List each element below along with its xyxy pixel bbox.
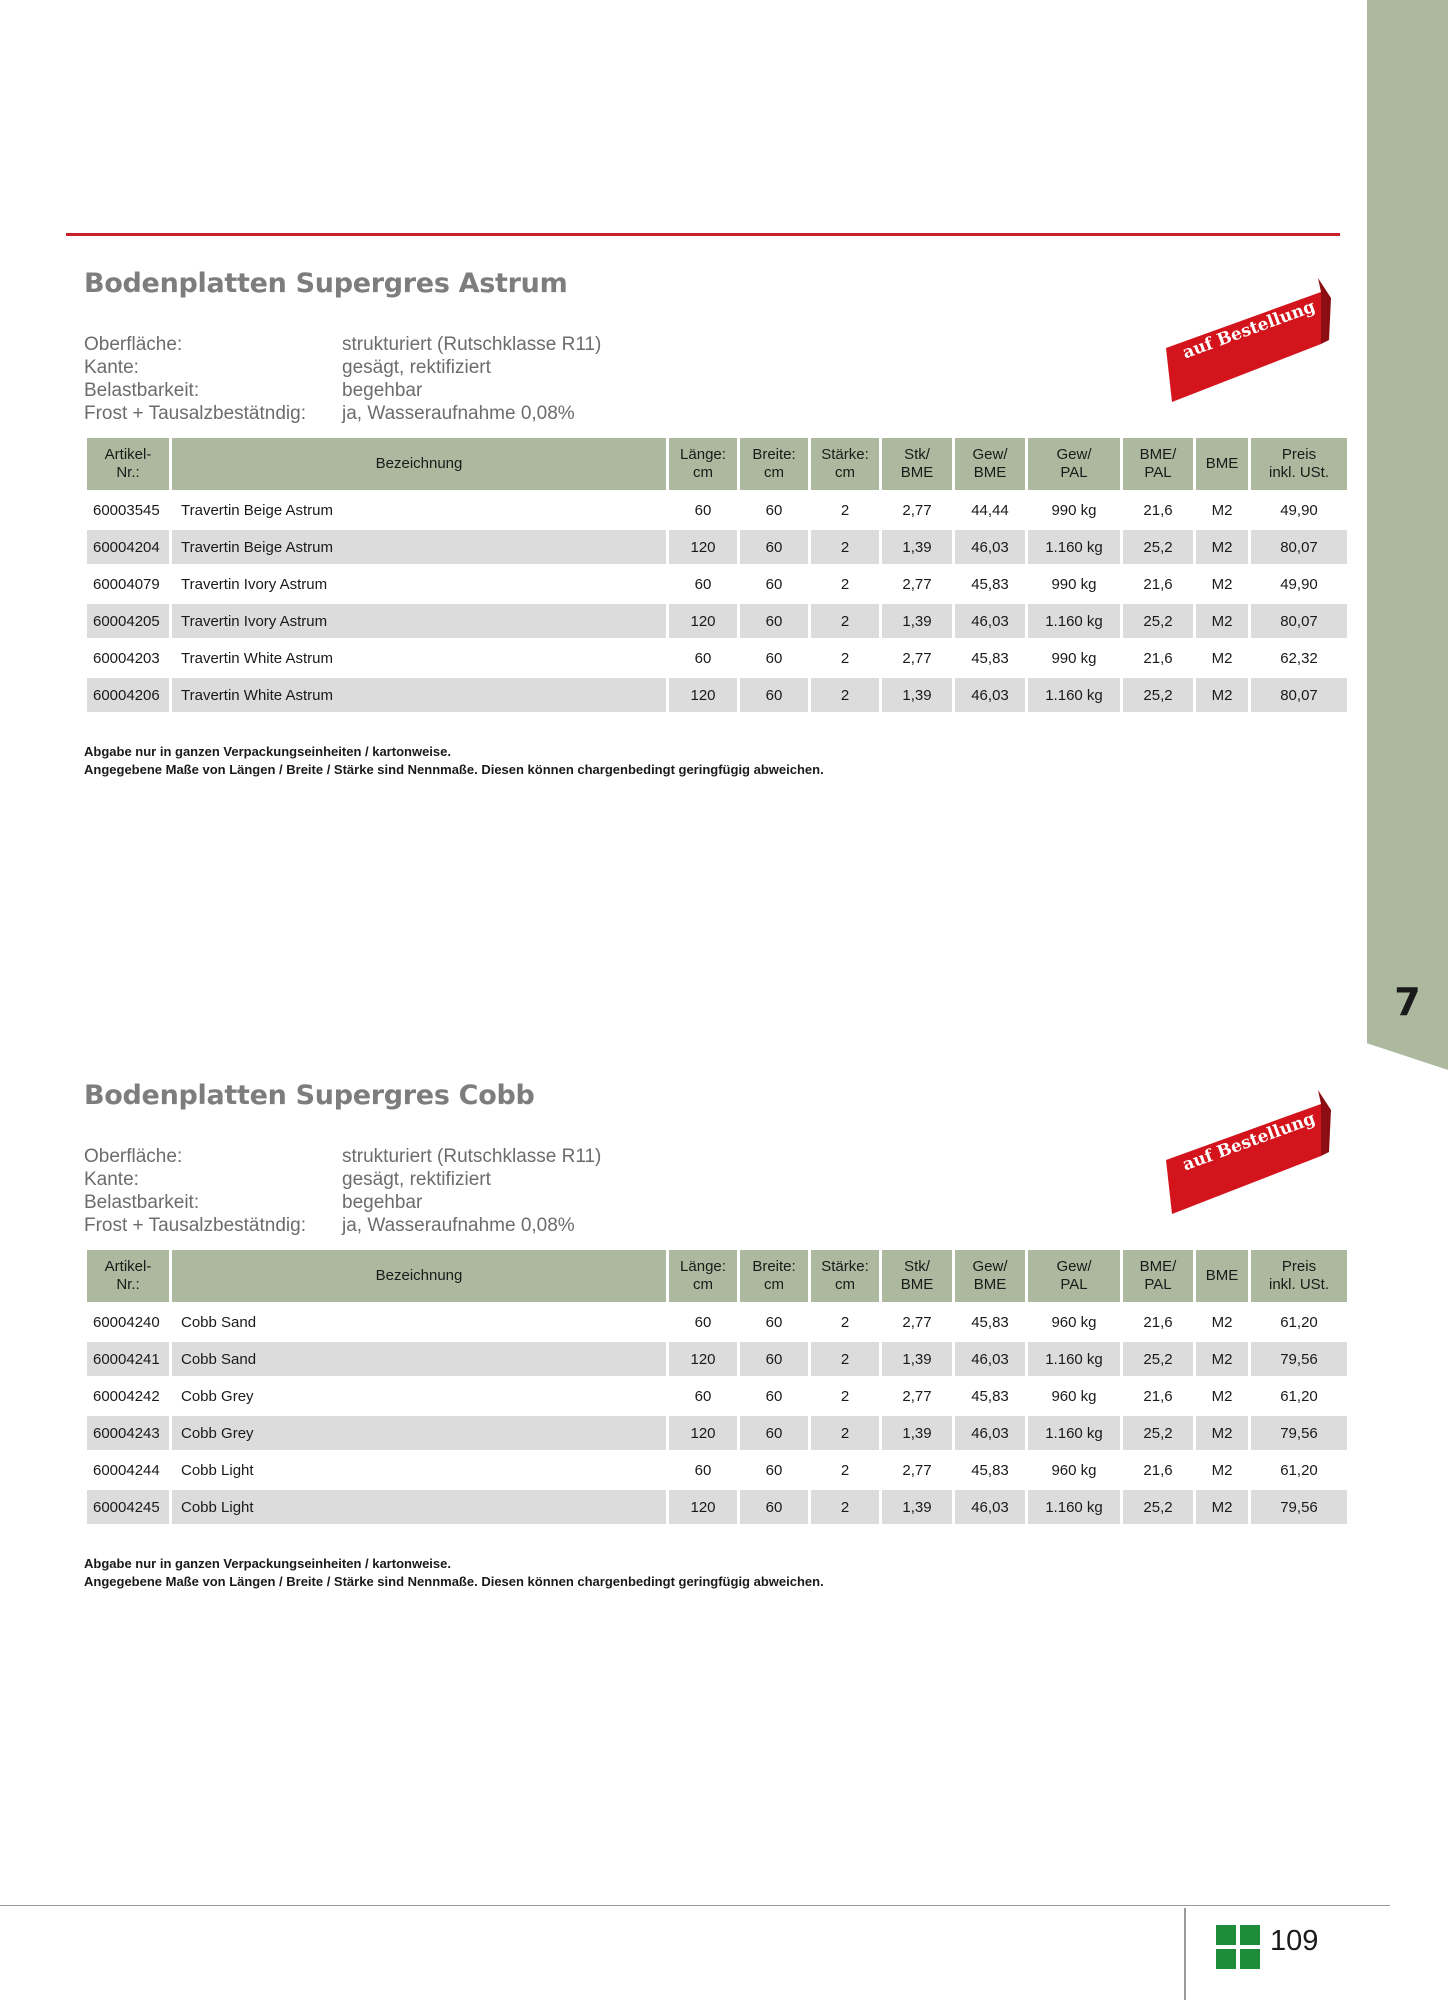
table-cell: 25,2 bbox=[1123, 1490, 1193, 1524]
column-header: Länge: cm bbox=[669, 438, 737, 490]
column-header: Länge: cm bbox=[669, 1250, 737, 1302]
note-line: Angegebene Maße von Längen / Breite / Stärke sind Nennmaße. Diesen können chargenbedingt geringfügig abweichen. bbox=[84, 1574, 824, 1589]
table-cell: M2 bbox=[1211, 575, 1233, 593]
table-cell: 21,6 bbox=[1143, 1313, 1173, 1331]
table-cell: 60 bbox=[740, 1490, 808, 1524]
table-cell: 120 bbox=[669, 1490, 737, 1524]
product-name: Travertin Ivory Astrum bbox=[181, 575, 328, 593]
property-value: ja, Wasseraufnahme 0,08% bbox=[342, 403, 575, 424]
table-cell: 120 bbox=[669, 1416, 737, 1450]
property-list bbox=[84, 333, 1336, 425]
table-cell: 1.160 kg bbox=[1028, 1490, 1120, 1524]
table-row bbox=[87, 1379, 1347, 1413]
table-cell: 21,6 bbox=[1143, 501, 1173, 519]
table-cell: 45,83 bbox=[971, 575, 1009, 593]
table-row bbox=[87, 1453, 1347, 1487]
table-header-row bbox=[87, 1250, 1347, 1302]
column-header: BME bbox=[1196, 1250, 1248, 1302]
column-header: BME/ PAL bbox=[1123, 438, 1193, 490]
table-cell: 45,83 bbox=[971, 1313, 1009, 1331]
section-notes bbox=[84, 1555, 1336, 1591]
article-number: 60004242 bbox=[93, 1387, 160, 1405]
badge-label: auf Bestellung bbox=[1180, 1108, 1318, 1176]
column-header: Bezeichnung bbox=[172, 438, 666, 490]
table-row bbox=[87, 1342, 1347, 1376]
table-cell: 2,77 bbox=[902, 1461, 932, 1479]
table-cell: M2 bbox=[1196, 1490, 1248, 1524]
table-row bbox=[87, 530, 1347, 564]
product-name: Cobb Grey bbox=[181, 1387, 254, 1405]
table-cell: 1,39 bbox=[882, 604, 952, 638]
article-number: 60004243 bbox=[87, 1416, 169, 1450]
table-cell: 2 bbox=[811, 1490, 879, 1524]
table-cell: 2 bbox=[840, 1461, 850, 1479]
property-row bbox=[84, 1214, 1336, 1237]
table-cell: 21,6 bbox=[1143, 1461, 1173, 1479]
table-cell: M2 bbox=[1211, 649, 1233, 667]
table-cell: 990 kg bbox=[1051, 649, 1097, 667]
property-value: gesägt, rektifiziert bbox=[342, 1169, 491, 1190]
column-header: Bezeichnung bbox=[172, 1250, 666, 1302]
table-row bbox=[87, 493, 1347, 527]
table-cell: M2 bbox=[1211, 1313, 1233, 1331]
product-name: Travertin Ivory Astrum bbox=[172, 604, 666, 638]
table-cell: 60 bbox=[765, 501, 783, 519]
table-cell: 2 bbox=[840, 649, 850, 667]
table-cell: 25,2 bbox=[1123, 1342, 1193, 1376]
table-cell: 60 bbox=[740, 604, 808, 638]
order-badge bbox=[1166, 278, 1336, 403]
table-cell: 60 bbox=[765, 575, 783, 593]
table-cell: 2 bbox=[811, 1416, 879, 1450]
table-cell: 80,07 bbox=[1251, 678, 1347, 712]
article-number: 60004079 bbox=[93, 575, 160, 593]
table-cell: 60 bbox=[740, 1342, 808, 1376]
article-number: 60004240 bbox=[93, 1313, 160, 1331]
property-list bbox=[84, 1145, 1336, 1237]
table-cell: 61,20 bbox=[1280, 1461, 1318, 1479]
order-badge bbox=[1166, 1090, 1336, 1215]
property-value: strukturiert (Rutschklasse R11) bbox=[342, 1146, 602, 1167]
table-cell: 61,20 bbox=[1280, 1313, 1318, 1331]
table-cell: 1,39 bbox=[882, 1342, 952, 1376]
table-cell: 2,77 bbox=[902, 575, 932, 593]
article-number: 60004206 bbox=[87, 678, 169, 712]
table-cell: 1.160 kg bbox=[1028, 530, 1120, 564]
table-cell: 2,77 bbox=[902, 649, 932, 667]
column-header: Stk/ BME bbox=[882, 438, 952, 490]
table-cell: 60 bbox=[765, 1461, 783, 1479]
table-cell: M2 bbox=[1196, 1416, 1248, 1450]
table-cell: 46,03 bbox=[955, 678, 1025, 712]
column-header: Gew/ BME bbox=[955, 1250, 1025, 1302]
property-row bbox=[84, 333, 1336, 356]
table-row bbox=[87, 567, 1347, 601]
table-cell: 45,83 bbox=[971, 649, 1009, 667]
column-header: Artikel- Nr.: bbox=[87, 1250, 169, 1302]
column-header: Preis inkl. USt. bbox=[1251, 438, 1347, 490]
table-cell: M2 bbox=[1196, 1342, 1248, 1376]
table-cell: 62,32 bbox=[1280, 649, 1318, 667]
table-cell: 60 bbox=[694, 575, 712, 593]
property-value: ja, Wasseraufnahme 0,08% bbox=[342, 1215, 575, 1236]
table-row bbox=[87, 678, 1347, 712]
table-row bbox=[87, 641, 1347, 675]
table-cell: 46,03 bbox=[955, 1342, 1025, 1376]
section-cobb bbox=[84, 1080, 1336, 1591]
table-header-row bbox=[87, 438, 1347, 490]
footer-vertical-divider bbox=[1184, 1908, 1186, 2000]
column-header: Stärke: cm bbox=[811, 438, 879, 490]
table-cell: 2 bbox=[840, 501, 850, 519]
table-cell: 25,2 bbox=[1123, 1416, 1193, 1450]
note-line: Angegebene Maße von Längen / Breite / Stärke sind Nennmaße. Diesen können chargenbedingt geringfügig abweichen. bbox=[84, 762, 824, 777]
article-number: 60003545 bbox=[93, 501, 160, 519]
brand-logo-icon bbox=[1216, 1925, 1260, 1969]
chapter-side-tab bbox=[1367, 0, 1448, 1070]
table-cell: 120 bbox=[669, 678, 737, 712]
article-number: 60004205 bbox=[87, 604, 169, 638]
table-cell: 60 bbox=[740, 1416, 808, 1450]
table-cell: 46,03 bbox=[955, 1490, 1025, 1524]
column-header: Stk/ BME bbox=[882, 1250, 952, 1302]
table-cell: 960 kg bbox=[1051, 1387, 1097, 1405]
table-cell: 60 bbox=[694, 1461, 712, 1479]
property-label: Belastbarkeit: bbox=[84, 1192, 200, 1213]
table-cell: 1.160 kg bbox=[1028, 604, 1120, 638]
table-cell: M2 bbox=[1196, 530, 1248, 564]
table-cell: 120 bbox=[669, 1342, 737, 1376]
table-cell: 960 kg bbox=[1051, 1461, 1097, 1479]
property-row bbox=[84, 356, 1336, 379]
table-cell: 1.160 kg bbox=[1028, 678, 1120, 712]
chapter-number: 7 bbox=[1394, 980, 1421, 1024]
product-table bbox=[84, 435, 1350, 715]
article-number: 60004244 bbox=[93, 1461, 160, 1479]
column-header: Gew/ PAL bbox=[1028, 438, 1120, 490]
table-cell: 21,6 bbox=[1143, 1387, 1173, 1405]
column-header: BME/ PAL bbox=[1123, 1250, 1193, 1302]
column-header: Gew/ PAL bbox=[1028, 1250, 1120, 1302]
table-cell: 60 bbox=[694, 649, 712, 667]
table-cell: 1,39 bbox=[882, 530, 952, 564]
table-cell: 2 bbox=[840, 1387, 850, 1405]
property-label: Frost + Tausalzbestätndig: bbox=[84, 403, 306, 424]
table-cell: 25,2 bbox=[1123, 604, 1193, 638]
property-row bbox=[84, 1168, 1336, 1191]
table-cell: 2 bbox=[840, 575, 850, 593]
product-name: Cobb Light bbox=[172, 1490, 666, 1524]
table-row bbox=[87, 1416, 1347, 1450]
product-name: Travertin White Astrum bbox=[181, 649, 333, 667]
table-cell: 60 bbox=[740, 678, 808, 712]
table-cell: 990 kg bbox=[1051, 575, 1097, 593]
table-cell: 49,90 bbox=[1280, 501, 1318, 519]
table-cell: M2 bbox=[1211, 1387, 1233, 1405]
table-cell: 1,39 bbox=[882, 1490, 952, 1524]
property-value: strukturiert (Rutschklasse R11) bbox=[342, 334, 602, 355]
property-row bbox=[84, 1145, 1336, 1168]
table-row bbox=[87, 604, 1347, 638]
product-name: Cobb Sand bbox=[172, 1342, 666, 1376]
property-value: begehbar bbox=[342, 1192, 423, 1213]
article-number: 60004241 bbox=[87, 1342, 169, 1376]
page-number: 109 bbox=[1270, 1925, 1319, 1957]
footer-divider bbox=[0, 1905, 1390, 1906]
table-cell: 45,83 bbox=[971, 1387, 1009, 1405]
column-header: Artikel- Nr.: bbox=[87, 438, 169, 490]
table-cell: 2,77 bbox=[902, 501, 932, 519]
column-header: Breite: cm bbox=[740, 438, 808, 490]
product-name: Travertin Beige Astrum bbox=[181, 501, 333, 519]
table-cell: 60 bbox=[694, 501, 712, 519]
note-line: Abgabe nur in ganzen Verpackungseinheiten / kartonweise. bbox=[84, 1556, 451, 1571]
table-cell: 80,07 bbox=[1251, 604, 1347, 638]
article-number: 60004245 bbox=[87, 1490, 169, 1524]
note-line: Abgabe nur in ganzen Verpackungseinheiten / kartonweise. bbox=[84, 744, 451, 759]
table-cell: 1,39 bbox=[882, 1416, 952, 1450]
table-cell: 46,03 bbox=[955, 604, 1025, 638]
table-cell: 49,90 bbox=[1280, 575, 1318, 593]
table-cell: 1.160 kg bbox=[1028, 1342, 1120, 1376]
table-cell: 2 bbox=[811, 678, 879, 712]
article-number: 60004204 bbox=[87, 530, 169, 564]
table-cell: 79,56 bbox=[1251, 1490, 1347, 1524]
table-cell: 960 kg bbox=[1051, 1313, 1097, 1331]
property-label: Oberfläche: bbox=[84, 334, 183, 355]
table-cell: 2,77 bbox=[902, 1387, 932, 1405]
product-table bbox=[84, 1247, 1350, 1527]
column-header: Stärke: cm bbox=[811, 1250, 879, 1302]
table-cell: 990 kg bbox=[1051, 501, 1097, 519]
table-cell: 2 bbox=[811, 604, 879, 638]
table-cell: 60 bbox=[765, 1313, 783, 1331]
table-cell: 25,2 bbox=[1123, 530, 1193, 564]
table-cell: 120 bbox=[669, 530, 737, 564]
table-cell: 60 bbox=[740, 530, 808, 564]
table-cell: M2 bbox=[1211, 501, 1233, 519]
table-cell: 120 bbox=[669, 604, 737, 638]
property-label: Kante: bbox=[84, 1169, 139, 1190]
product-name: Cobb Grey bbox=[172, 1416, 666, 1450]
table-cell: 60 bbox=[765, 649, 783, 667]
table-cell: M2 bbox=[1196, 678, 1248, 712]
column-header: BME bbox=[1196, 438, 1248, 490]
column-header: Preis inkl. USt. bbox=[1251, 1250, 1347, 1302]
table-cell: 21,6 bbox=[1143, 575, 1173, 593]
table-cell: M2 bbox=[1196, 604, 1248, 638]
table-row bbox=[87, 1305, 1347, 1339]
top-divider bbox=[66, 233, 1340, 236]
property-label: Oberfläche: bbox=[84, 1146, 183, 1167]
section-title: Bodenplatten Supergres Astrum bbox=[84, 268, 568, 299]
product-name: Travertin Beige Astrum bbox=[172, 530, 666, 564]
table-cell: 60 bbox=[694, 1313, 712, 1331]
property-value: begehbar bbox=[342, 380, 423, 401]
property-value: gesägt, rektifiziert bbox=[342, 357, 491, 378]
property-row bbox=[84, 379, 1336, 402]
table-cell: 79,56 bbox=[1251, 1342, 1347, 1376]
column-header: Gew/ BME bbox=[955, 438, 1025, 490]
table-cell: 46,03 bbox=[955, 1416, 1025, 1450]
section-astrum bbox=[84, 268, 1336, 779]
product-name: Cobb Light bbox=[181, 1461, 254, 1479]
table-cell: 2 bbox=[811, 530, 879, 564]
product-name: Travertin White Astrum bbox=[172, 678, 666, 712]
table-cell: 80,07 bbox=[1251, 530, 1347, 564]
table-cell: 2,77 bbox=[902, 1313, 932, 1331]
table-cell: 21,6 bbox=[1143, 649, 1173, 667]
table-cell: 46,03 bbox=[955, 530, 1025, 564]
property-label: Frost + Tausalzbestätndig: bbox=[84, 1215, 306, 1236]
badge-label: auf Bestellung bbox=[1180, 296, 1318, 364]
property-label: Kante: bbox=[84, 357, 139, 378]
table-cell: 1.160 kg bbox=[1028, 1416, 1120, 1450]
product-name: Cobb Sand bbox=[181, 1313, 257, 1331]
column-header: Breite: cm bbox=[740, 1250, 808, 1302]
table-cell: 2 bbox=[811, 1342, 879, 1376]
table-cell: 60 bbox=[694, 1387, 712, 1405]
property-row bbox=[84, 402, 1336, 425]
table-cell: 25,2 bbox=[1123, 678, 1193, 712]
table-cell: 2 bbox=[840, 1313, 850, 1331]
table-cell: 60 bbox=[765, 1387, 783, 1405]
table-cell: 1,39 bbox=[882, 678, 952, 712]
table-cell: 45,83 bbox=[971, 1461, 1009, 1479]
table-cell: 61,20 bbox=[1280, 1387, 1318, 1405]
section-notes bbox=[84, 743, 1336, 779]
table-cell: 79,56 bbox=[1251, 1416, 1347, 1450]
property-row bbox=[84, 1191, 1336, 1214]
table-row bbox=[87, 1490, 1347, 1524]
table-cell: 44,44 bbox=[971, 501, 1009, 519]
table-cell: M2 bbox=[1211, 1461, 1233, 1479]
property-label: Belastbarkeit: bbox=[84, 380, 200, 401]
article-number: 60004203 bbox=[93, 649, 160, 667]
section-title: Bodenplatten Supergres Cobb bbox=[84, 1080, 535, 1111]
